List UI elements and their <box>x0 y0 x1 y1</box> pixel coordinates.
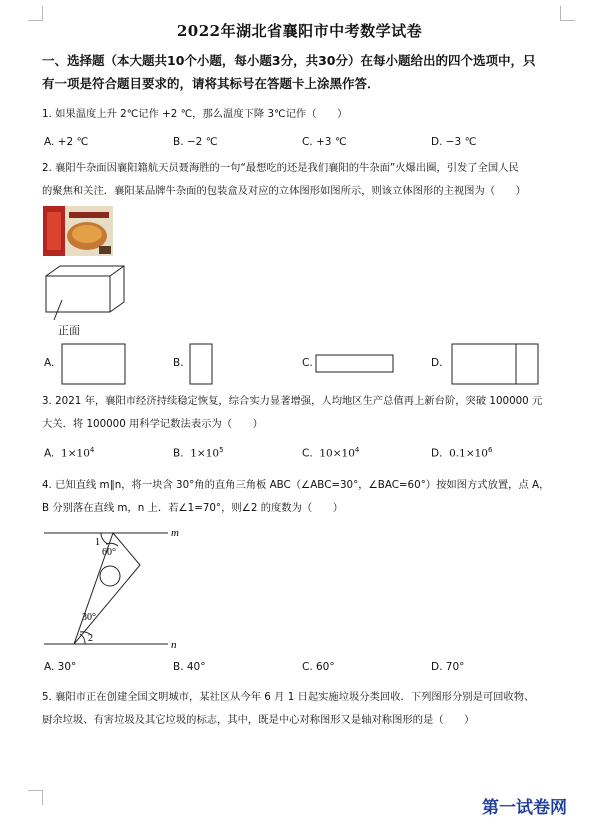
q2-3d-box-figure <box>40 262 130 342</box>
q2-option-d-figure <box>448 341 542 387</box>
label-n: n <box>171 639 177 651</box>
q3-stem-line1: 3. 2021 年，襄阳市经济持续稳定恢复，综合实力显著增强，人均地区生产总值再上新台阶，突破 100000 元 <box>42 395 543 407</box>
q2-stem-line2: 的聚焦和关注．襄阳某品牌牛杂面的包装盒及对应的立体图形如图所示，则该立体图形的主视图为（ ） <box>42 185 526 197</box>
q4-stem-line2: B 分别落在直线 m，n 上．若∠1=70°，则∠2 的度数为（ ） <box>42 502 344 514</box>
label-30-deg: 30° <box>82 612 96 623</box>
q2-option-a: A. <box>44 357 55 369</box>
label-m: m <box>171 527 179 539</box>
label-60-deg: 60° <box>102 547 116 558</box>
q3-option-a: A. $1\times 10^4$ <box>44 446 95 460</box>
crop-mark-top-right <box>560 6 575 21</box>
q3-option-d: D. $0.1\times 10^6$ <box>431 446 493 460</box>
label-angle-1: 1 <box>95 537 100 548</box>
exam-title: 2022年湖北省襄阳市中考数学试卷 <box>176 22 423 40</box>
q1-option-d: D. −3 ℃ <box>431 136 477 148</box>
q5-stem-line1: 5. 襄阳市正在创建全国文明城市，某社区从今年 6 月 1 日起实施垃圾分类回收．下列图形分别是可回收物、 <box>42 691 535 703</box>
triangle-hole <box>100 566 120 586</box>
q2-stem-line1: 2. 襄阳牛杂面因襄阳籍航天员聂海胜的一句“最想吃的还是我们襄阳的牛杂面”火爆出圈，引发了全国人民 <box>42 162 519 174</box>
q2-option-d: D. <box>431 357 443 369</box>
q2-option-b: B. <box>173 357 184 369</box>
crop-mark-bottom-left <box>28 790 43 805</box>
q4-triangle-figure <box>40 522 190 652</box>
q1-stem: 1. 如果温度上升 2℃记作 +2 ℃，那么温度下降 3℃记作（ ） <box>42 108 348 120</box>
section-heading-line1: 一、选择题（本大题共10个小题，每小题3分，共30分）在每小题给出的四个选项中，只 <box>42 53 536 68</box>
site-logo: 第一试卷网 <box>482 798 567 818</box>
q4-option-a: A. 30° <box>44 661 77 673</box>
q2-front-label: 正面 <box>58 324 80 337</box>
q5-stem-line2: 厨余垃圾、有害垃圾及其它垃圾的标志，其中，既是中心对称图形又是轴对称图形的是（ ） <box>42 714 475 726</box>
q2-option-b-figure <box>186 341 216 387</box>
noodle-package-photo <box>43 206 113 256</box>
q2-option-c-figure <box>314 352 396 376</box>
label-angle-2: 2 <box>88 633 93 644</box>
q3-stem-line2: 大关．将 100000 用科学记数法表示为（ ） <box>42 418 263 430</box>
q3-option-b: B. $1\times 10^5$ <box>173 446 224 460</box>
q2-option-c: C. <box>302 357 313 369</box>
q3-option-c: C. $10\times 10^4$ <box>302 446 360 460</box>
q4-option-b: B. 40° <box>173 661 206 673</box>
q1-option-a: A. +2 ℃ <box>44 136 89 148</box>
q2-option-a-figure <box>58 341 128 387</box>
crop-mark-top-left <box>28 6 43 21</box>
q1-option-c: C. +3 ℃ <box>302 136 347 148</box>
q4-option-c: C. 60° <box>302 661 335 673</box>
q4-stem-line1: 4. 已知直线 m∥n，将一块含 30°角的直角三角板 ABC（∠ABC=30°，∠BAC=60°）按如图方式放置，点 A， <box>42 479 550 491</box>
q1-option-b: B. −2 ℃ <box>173 136 218 148</box>
q4-option-d: D. 70° <box>431 661 465 673</box>
section-heading-line2: 有一项是符合题目要求的，请将其标号在答题卡上涂黑作答． <box>42 76 380 91</box>
